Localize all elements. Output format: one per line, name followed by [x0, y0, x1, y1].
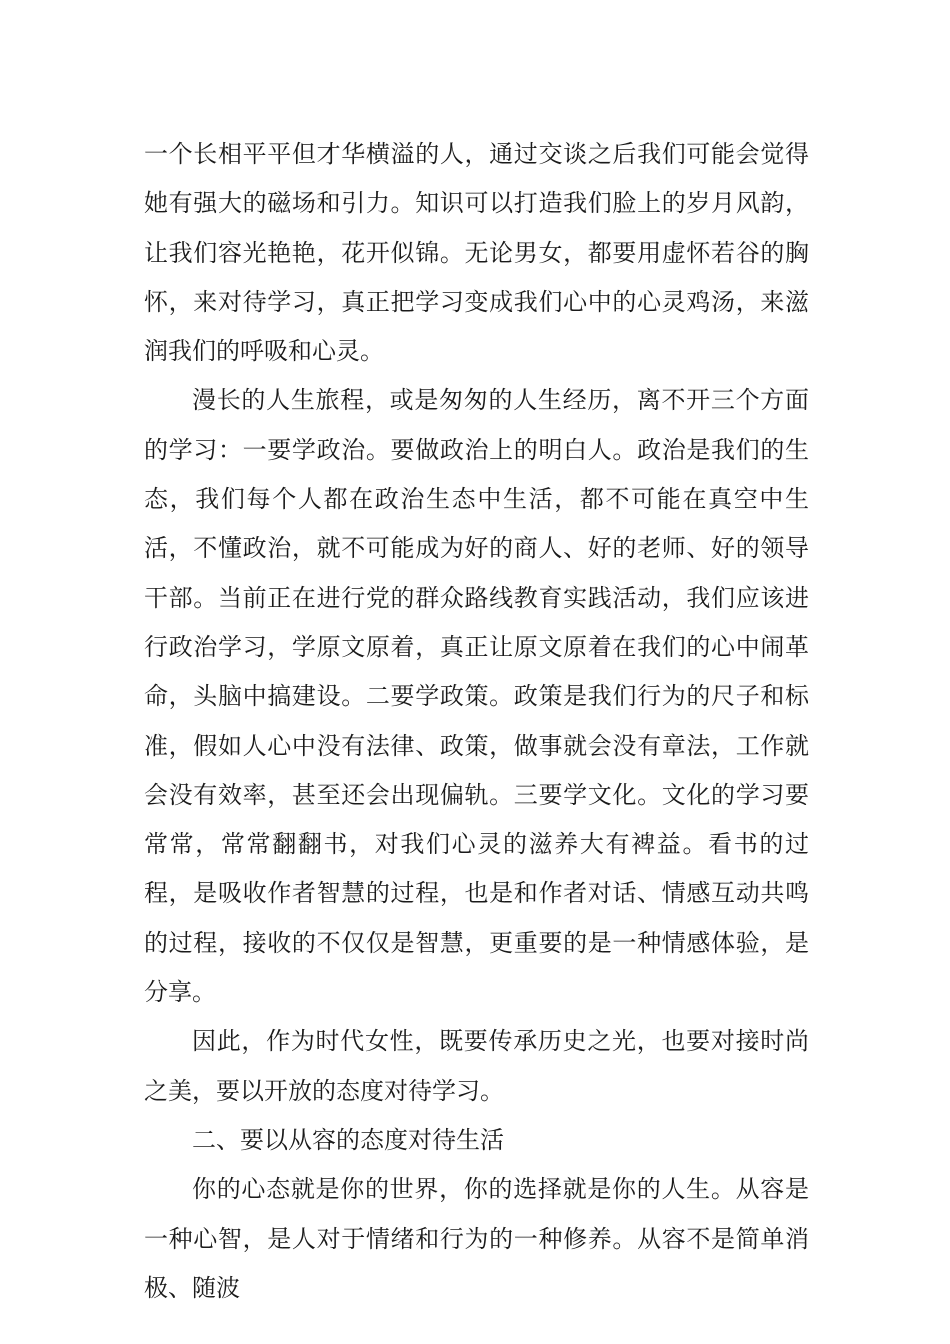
document-body [144, 130, 809, 1313]
paragraph-2: 漫长的人生旅程，或是匆匆的人生经历，离不开三个方面的学习：一要学政治。要做政治上的明白人。政治是我们的生态，我们每个人都在政治生态中生活，都不可能在真空中生活，不懂政治，就不可能成为好的商人、好的老师、好的领导干部。当前正在进行党的群众路线教育实践活动，我们应该进行政治学习，学原文原着，真正让原文原着在我们的心中闹革命，头脑中搞建设。二要学政策。政策是我们行为的尺子和标准，假如人心中没有法律、政策，做事就会没有章法，工作就会没有效率，甚至还会出现偏轨。三要学文化。文化的学习要常常，常常翻翻书，对我们心灵的滋养大有裨益。看书的过程，是吸收作者智慧的过程，也是和作者对话、情感互动共鸣的过程，接收的不仅仅是智慧，更重要的是一种情感体验，是分享。 [144, 386, 809, 1007]
paragraph-3: 因此，作为时代女性，既要传承历史之光，也要对接时尚之美，要以开放的态度对待学习。 [144, 1027, 809, 1105]
paragraph-1: 一个长相平平但才华横溢的人，通过交谈之后我们可能会觉得她有强大的磁场和引力。知识可以打造我们脸上的岁月风韵，让我们容光艳艳，花开似锦。无论男女，都要用虚怀若谷的胸怀，来对待学习，真正把学习变成我们心中的心灵鸡汤，来滋润我们的呼吸和心灵。 [144, 140, 809, 366]
section-heading: 二、要以从容的态度对待生活 [192, 1125, 504, 1154]
paragraph-4: 你的心态就是你的世界，你的选择就是你的人生。从容是一种心智，是人对于情绪和行为的一种修养。从容不是简单消极、随波 [144, 1175, 809, 1302]
